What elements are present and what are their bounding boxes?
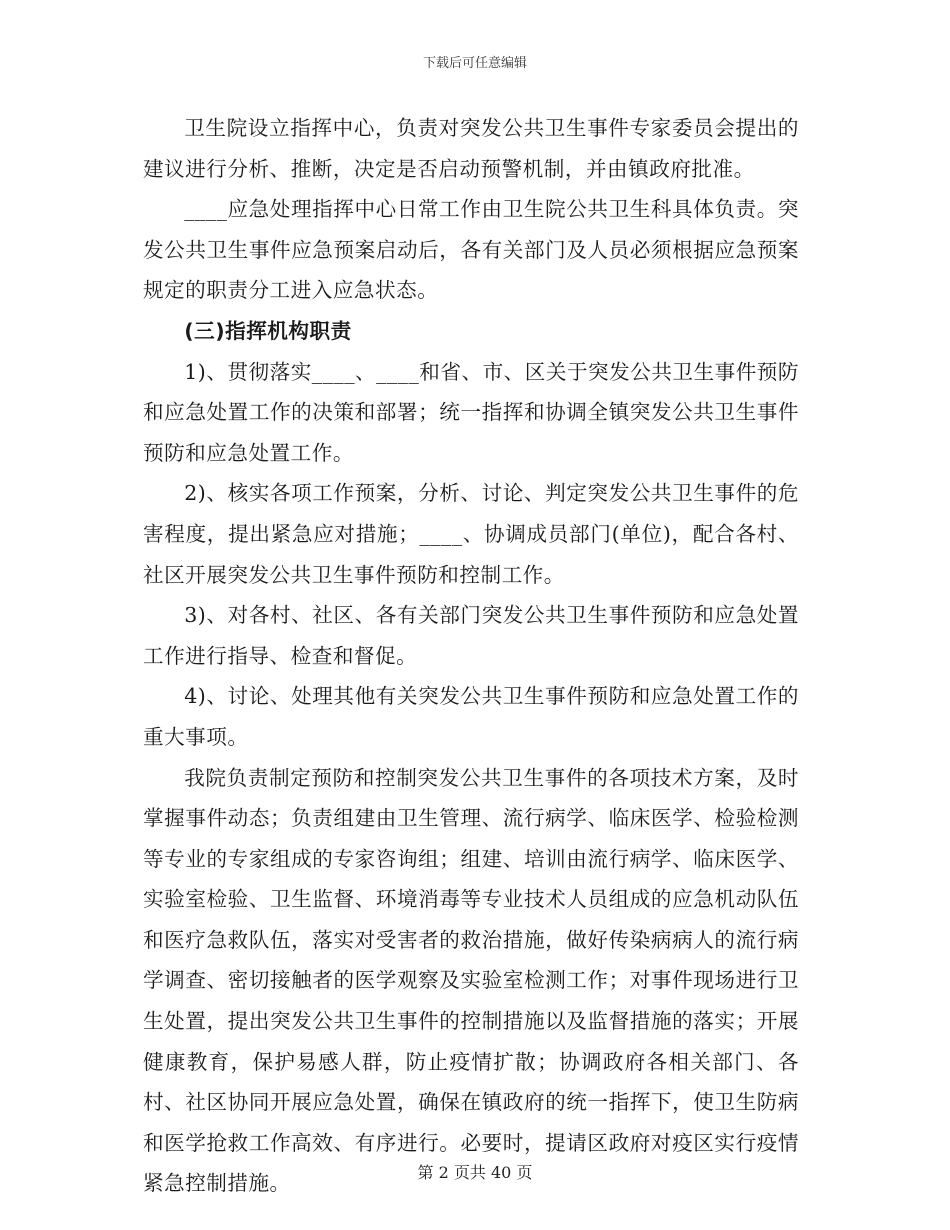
paragraph-duty-4: 4)、讨论、处理其他有关突发公共卫生事件预防和应急处置工作的重大事项。 xyxy=(143,684,799,749)
paragraph-duty-2: 2)、核实各项工作预案，分析、讨论、判定突发公共卫生事件的危害程度，提出紧急应对措施；____、协调成员部门(单位)，配合各村、社区开展突发公共卫生事件预防和控制工作。 xyxy=(143,481,799,587)
paragraph-command-center: 卫生院设立指挥中心，负责对突发公共卫生事件专家委员会提出的建议进行分析、推断，决定是否启动预警机制，并由镇政府批准。 xyxy=(143,116,799,181)
page-number: 第 2 页共 40 页 xyxy=(417,1163,533,1182)
paragraph-hospital-duties: 我院负责制定预防和控制突发公共卫生事件的各项技术方案，及时掌握事件动态；负责组建由卫生管理、流行病学、临床医学、检验检测等专业的专家组成的专家咨询组；组建、培训由流行病学、临床医学、实验室检验、卫生监督、环境消毒等专业技术人员组成的应急机动队伍和医疗急救队伍，落实对受害者的救治措施，做好传染病病人的流行病学调查、密切接触者的医学观察及实验室检测工作；对事件现场进行卫生处置，提出突发公共卫生事件的控制措施以及监督措施的落实；开展健康教育，保护易感人群，防止疫情扩散；协调政府各相关部门、各村、社区协同开展应急处置，确保在镇政府的统一指挥下，使卫生防病和医学抢救工作高效、有序进行。必要时，提请区政府对疫区实行疫情紧急控制措施。 xyxy=(143,765,799,1196)
paragraph-duty-1: 1)、贯彻落实____、____和省、市、区关于突发公共卫生事件预防和应急处置工作的决策和部署；统一指挥和协调全镇突发公共卫生事件预防和应急处置工作。 xyxy=(143,359,799,465)
paragraph-duty-3: 3)、对各村、社区、各有关部门突发公共卫生事件预防和应急处置工作进行指导、检查和督促。 xyxy=(143,603,799,668)
paragraph-daily-work: ____应急处理指挥中心日常工作由卫生院公共卫生科具体负责。突发公共卫生事件应急预案启动后，各有关部门及人员必须根据应急预案规定的职责分工进入应急状态。 xyxy=(143,197,799,303)
section-heading: (三)指挥机构职责 xyxy=(184,318,352,343)
page-header: 下载后可任意编辑 xyxy=(422,56,527,71)
document-body xyxy=(143,108,799,1204)
